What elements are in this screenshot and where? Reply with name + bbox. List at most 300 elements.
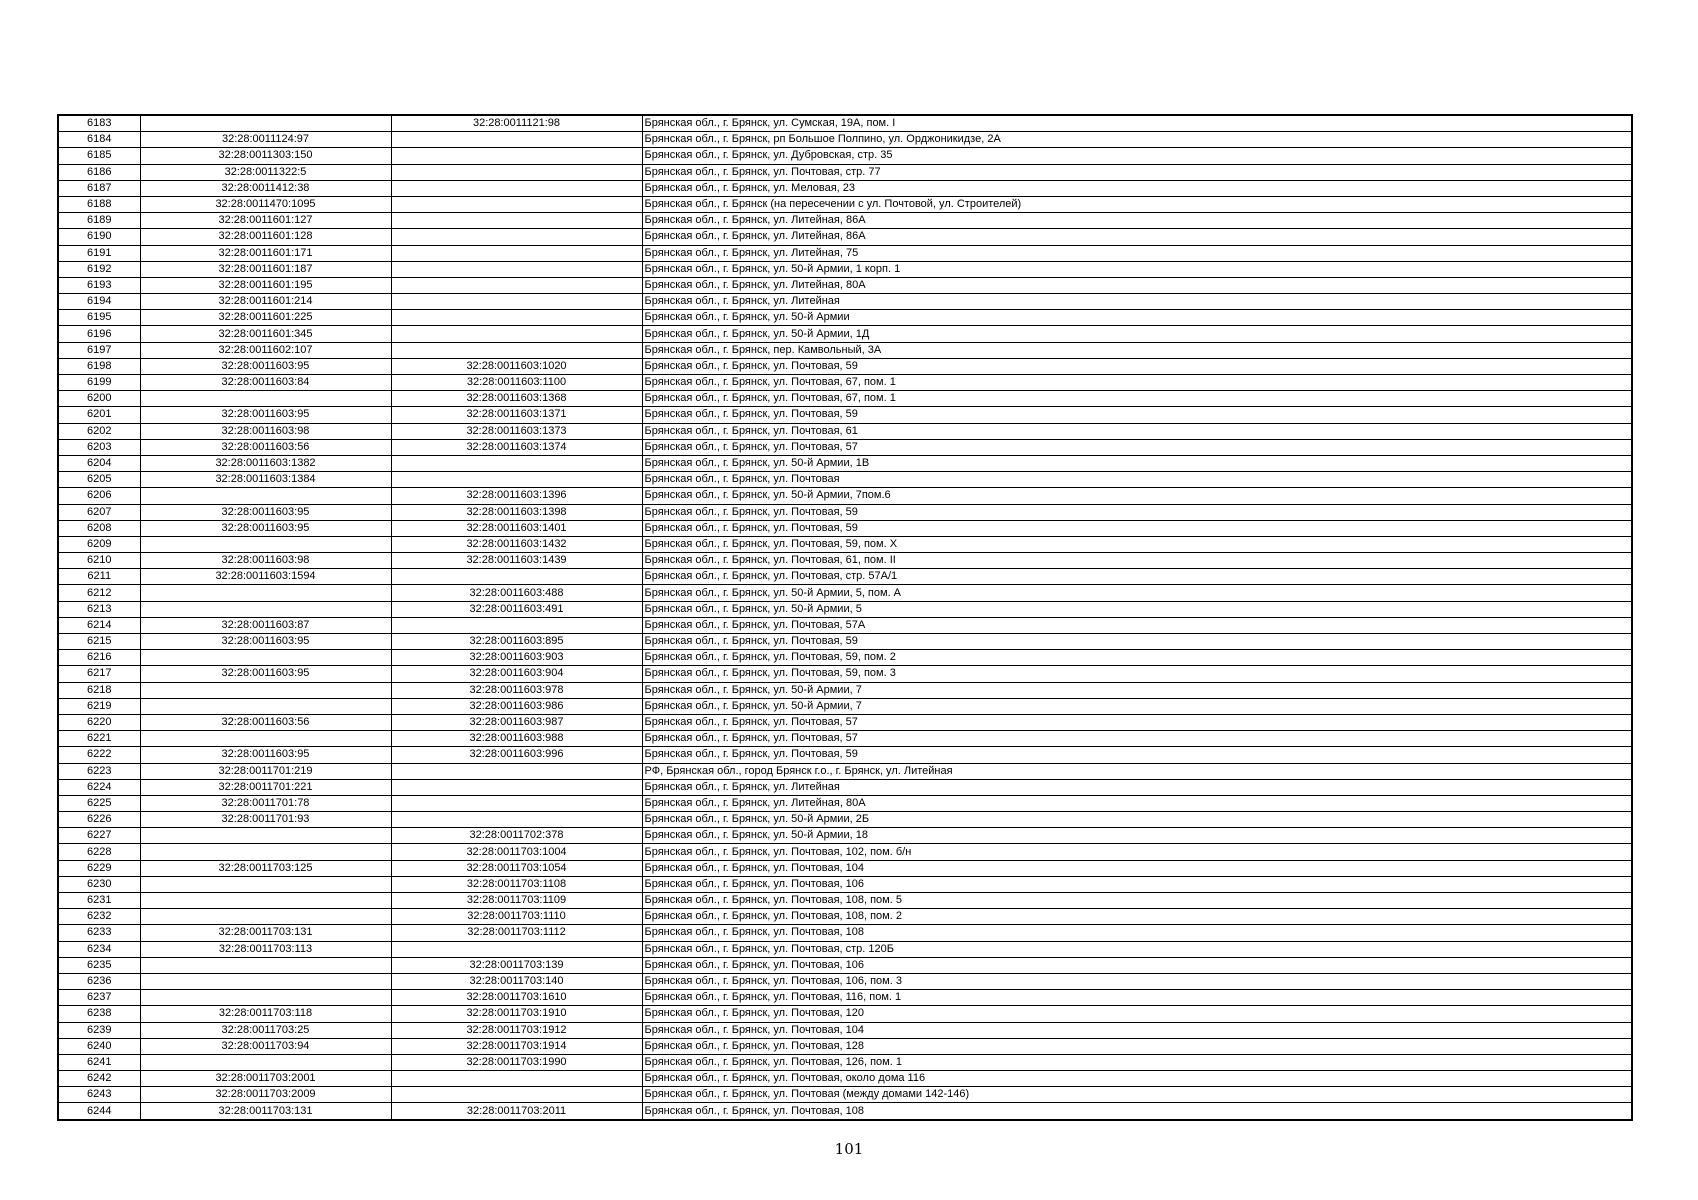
row-number-cell: 6213	[58, 601, 140, 617]
land-cadastral-number-cell	[140, 391, 391, 407]
land-cadastral-number-cell	[140, 893, 391, 909]
address-cell: Брянская обл., г. Брянск, ул. Почтовая, 120	[642, 1006, 1632, 1022]
land-cadastral-number-cell: 32:28:0011603:87	[140, 617, 391, 633]
object-cadastral-number-cell	[391, 245, 642, 261]
object-cadastral-number-cell: 32:28:0011703:1112	[391, 925, 642, 941]
address-cell: Брянская обл., г. Брянск, ул. Почтовая, 67, пом. 1	[642, 375, 1632, 391]
table-row	[58, 828, 1632, 844]
table-row	[58, 731, 1632, 747]
row-number-cell: 6187	[58, 180, 140, 196]
object-cadastral-number-cell	[391, 326, 642, 342]
address-cell: Брянская обл., г. Брянск, ул. Почтовая, 104	[642, 1022, 1632, 1038]
address-cell: Брянская обл., г. Брянск, пер. Камвольный, 3А	[642, 342, 1632, 358]
object-cadastral-number-cell: 32:28:0011121:98	[391, 115, 642, 132]
address-cell: Брянская обл., г. Брянск, ул. Почтовая, 57	[642, 714, 1632, 730]
object-cadastral-number-cell	[391, 455, 642, 471]
row-number-cell: 6239	[58, 1022, 140, 1038]
land-cadastral-number-cell	[140, 698, 391, 714]
row-number-cell: 6184	[58, 132, 140, 148]
land-cadastral-number-cell: 32:28:0011601:225	[140, 310, 391, 326]
object-cadastral-number-cell: 32:28:0011603:1401	[391, 520, 642, 536]
table-row	[58, 795, 1632, 811]
row-number-cell: 6235	[58, 957, 140, 973]
land-cadastral-number-cell	[140, 909, 391, 925]
object-cadastral-number-cell	[391, 132, 642, 148]
address-cell: Брянская обл., г. Брянск, ул. Почтовая, 108	[642, 1103, 1632, 1120]
row-number-cell: 6186	[58, 164, 140, 180]
object-cadastral-number-cell: 32:28:0011603:986	[391, 698, 642, 714]
address-cell: Брянская обл., г. Брянск, ул. Почтовая	[642, 472, 1632, 488]
land-cadastral-number-cell: 32:28:0011603:95	[140, 747, 391, 763]
row-number-cell: 6212	[58, 585, 140, 601]
address-cell: Брянская обл., г. Брянск, ул. Литейная, 80А	[642, 795, 1632, 811]
row-number-cell: 6237	[58, 990, 140, 1006]
object-cadastral-number-cell: 32:28:0011603:1368	[391, 391, 642, 407]
land-cadastral-number-cell: 32:28:0011603:98	[140, 423, 391, 439]
table-row	[58, 132, 1632, 148]
land-cadastral-number-cell	[140, 650, 391, 666]
row-number-cell: 6188	[58, 196, 140, 212]
row-number-cell: 6218	[58, 682, 140, 698]
object-cadastral-number-cell	[391, 763, 642, 779]
row-number-cell: 6244	[58, 1103, 140, 1120]
object-cadastral-number-cell	[391, 310, 642, 326]
object-cadastral-number-cell: 32:28:0011603:987	[391, 714, 642, 730]
address-cell: Брянская обл., г. Брянск, ул. Меловая, 23	[642, 180, 1632, 196]
table-row	[58, 585, 1632, 601]
land-cadastral-number-cell: 32:28:0011124:97	[140, 132, 391, 148]
table-row	[58, 666, 1632, 682]
address-cell: Брянская обл., г. Брянск, ул. 50-й Армии, 5, пом. А	[642, 585, 1632, 601]
object-cadastral-number-cell: 32:28:0011703:1004	[391, 844, 642, 860]
row-number-cell: 6185	[58, 148, 140, 164]
address-cell: Брянская обл., г. Брянск, ул. Почтовая, стр. 120Б	[642, 941, 1632, 957]
land-cadastral-number-cell: 32:28:0011603:95	[140, 407, 391, 423]
land-cadastral-number-cell: 32:28:0011412:38	[140, 180, 391, 196]
object-cadastral-number-cell: 32:28:0011702:378	[391, 828, 642, 844]
row-number-cell: 6206	[58, 488, 140, 504]
row-number-cell: 6210	[58, 553, 140, 569]
land-cadastral-number-cell: 32:28:0011703:131	[140, 1103, 391, 1120]
address-cell: Брянская обл., г. Брянск, ул. 50-й Армии, 1В	[642, 455, 1632, 471]
object-cadastral-number-cell	[391, 261, 642, 277]
row-number-cell: 6216	[58, 650, 140, 666]
address-cell: Брянская обл., г. Брянск, ул. 50-й Армии, 1Д	[642, 326, 1632, 342]
row-number-cell: 6193	[58, 277, 140, 293]
row-number-cell: 6207	[58, 504, 140, 520]
object-cadastral-number-cell: 32:28:0011703:1910	[391, 1006, 642, 1022]
land-cadastral-number-cell	[140, 115, 391, 132]
table-row	[58, 779, 1632, 795]
row-number-cell: 6223	[58, 763, 140, 779]
table-row	[58, 973, 1632, 989]
table-row	[58, 925, 1632, 941]
row-number-cell: 6226	[58, 812, 140, 828]
object-cadastral-number-cell: 32:28:0011703:1109	[391, 893, 642, 909]
object-cadastral-number-cell: 32:28:0011603:996	[391, 747, 642, 763]
row-number-cell: 6197	[58, 342, 140, 358]
table-row	[58, 358, 1632, 374]
table-row	[58, 634, 1632, 650]
table-row	[58, 844, 1632, 860]
table-row	[58, 294, 1632, 310]
address-cell: Брянская обл., г. Брянск, ул. Литейная, 80А	[642, 277, 1632, 293]
address-cell: Брянская обл., г. Брянск, ул. Почтовая, 59	[642, 358, 1632, 374]
address-cell: Брянская обл., г. Брянск, ул. Почтовая, 67, пом. 1	[642, 391, 1632, 407]
object-cadastral-number-cell	[391, 342, 642, 358]
table-row	[58, 196, 1632, 212]
object-cadastral-number-cell: 32:28:0011603:988	[391, 731, 642, 747]
address-cell: Брянская обл., г. Брянск, ул. Почтовая, 57	[642, 731, 1632, 747]
object-cadastral-number-cell: 32:28:0011703:140	[391, 973, 642, 989]
table-row	[58, 682, 1632, 698]
table-row	[58, 148, 1632, 164]
row-number-cell: 6211	[58, 569, 140, 585]
address-cell: Брянская обл., г. Брянск, ул. Почтовая, 126, пом. 1	[642, 1054, 1632, 1070]
land-cadastral-number-cell: 32:28:0011602:107	[140, 342, 391, 358]
land-cadastral-number-cell: 32:28:0011603:84	[140, 375, 391, 391]
table-row	[58, 1087, 1632, 1103]
land-cadastral-number-cell	[140, 957, 391, 973]
table-row	[58, 115, 1632, 132]
row-number-cell: 6228	[58, 844, 140, 860]
address-cell: Брянская обл., г. Брянск, ул. Почтовая, 116, пом. 1	[642, 990, 1632, 1006]
table-row	[58, 1006, 1632, 1022]
row-number-cell: 6242	[58, 1071, 140, 1087]
address-cell: Брянская обл., г. Брянск, рп Большое Полпино, ул. Орджоникидзе, 2А	[642, 132, 1632, 148]
table-row	[58, 569, 1632, 585]
land-cadastral-number-cell: 32:28:0011701:93	[140, 812, 391, 828]
address-cell: Брянская обл., г. Брянск, ул. Литейная	[642, 294, 1632, 310]
address-cell: Брянская обл., г. Брянск, ул. Почтовая, 59	[642, 747, 1632, 763]
address-cell: Брянская обл., г. Брянск, ул. Почтовая, 57А	[642, 617, 1632, 633]
land-cadastral-number-cell: 32:28:0011703:2001	[140, 1071, 391, 1087]
object-cadastral-number-cell	[391, 812, 642, 828]
land-cadastral-number-cell	[140, 828, 391, 844]
object-cadastral-number-cell: 32:28:0011603:1396	[391, 488, 642, 504]
table-row	[58, 714, 1632, 730]
table-row	[58, 536, 1632, 552]
row-number-cell: 6214	[58, 617, 140, 633]
table-row	[58, 455, 1632, 471]
row-number-cell: 6234	[58, 941, 140, 957]
land-cadastral-number-cell: 32:28:0011322:5	[140, 164, 391, 180]
land-cadastral-number-cell	[140, 990, 391, 1006]
land-cadastral-number-cell	[140, 973, 391, 989]
address-cell: Брянская обл., г. Брянск, ул. Почтовая, 59, пом. X	[642, 536, 1632, 552]
row-number-cell: 6227	[58, 828, 140, 844]
object-cadastral-number-cell: 32:28:0011703:139	[391, 957, 642, 973]
object-cadastral-number-cell	[391, 180, 642, 196]
address-cell: Брянская обл., г. Брянск, ул. Почтовая, 106	[642, 957, 1632, 973]
row-number-cell: 6215	[58, 634, 140, 650]
land-cadastral-number-cell: 32:28:0011601:187	[140, 261, 391, 277]
table-row	[58, 1054, 1632, 1070]
address-cell: Брянская обл., г. Брянск, ул. Почтовая, 108, пом. 5	[642, 893, 1632, 909]
address-cell: Брянская обл., г. Брянск (на пересечении с ул. Почтовой, ул. Строителей)	[642, 196, 1632, 212]
land-cadastral-number-cell: 32:28:0011703:131	[140, 925, 391, 941]
address-cell: Брянская обл., г. Брянск, ул. Почтовая, 59, пом. 3	[642, 666, 1632, 682]
land-cadastral-number-cell	[140, 876, 391, 892]
table-row	[58, 245, 1632, 261]
table-row	[58, 407, 1632, 423]
object-cadastral-number-cell	[391, 795, 642, 811]
address-cell: Брянская обл., г. Брянск, ул. Почтовая, 128	[642, 1038, 1632, 1054]
row-number-cell: 6240	[58, 1038, 140, 1054]
address-cell: Брянская обл., г. Брянск, ул. Почтовая, около дома 116	[642, 1071, 1632, 1087]
row-number-cell: 6192	[58, 261, 140, 277]
row-number-cell: 6222	[58, 747, 140, 763]
table-row	[58, 391, 1632, 407]
address-cell: Брянская обл., г. Брянск, ул. 50-й Армии, 7	[642, 682, 1632, 698]
address-cell: Брянская обл., г. Брянск, ул. 50-й Армии, 1 корп. 1	[642, 261, 1632, 277]
table-row	[58, 876, 1632, 892]
object-cadastral-number-cell	[391, 1071, 642, 1087]
object-cadastral-number-cell: 32:28:0011603:895	[391, 634, 642, 650]
land-cadastral-number-cell: 32:28:0011601:127	[140, 213, 391, 229]
land-cadastral-number-cell	[140, 844, 391, 860]
address-cell: Брянская обл., г. Брянск, ул. 50-й Армии, 2Б	[642, 812, 1632, 828]
row-number-cell: 6191	[58, 245, 140, 261]
registry-table-body	[58, 115, 1632, 1120]
row-number-cell: 6225	[58, 795, 140, 811]
table-row	[58, 164, 1632, 180]
row-number-cell: 6217	[58, 666, 140, 682]
row-number-cell: 6205	[58, 472, 140, 488]
table-row	[58, 310, 1632, 326]
table-row	[58, 698, 1632, 714]
address-cell: Брянская обл., г. Брянск, ул. 50-й Армии	[642, 310, 1632, 326]
table-row	[58, 180, 1632, 196]
row-number-cell: 6202	[58, 423, 140, 439]
object-cadastral-number-cell	[391, 617, 642, 633]
land-cadastral-number-cell	[140, 682, 391, 698]
address-cell: Брянская обл., г. Брянск, ул. Литейная, 86А	[642, 213, 1632, 229]
table-row	[58, 909, 1632, 925]
row-number-cell: 6195	[58, 310, 140, 326]
land-cadastral-number-cell: 32:28:0011703:2009	[140, 1087, 391, 1103]
object-cadastral-number-cell: 32:28:0011603:1432	[391, 536, 642, 552]
page-number: 101	[834, 1140, 864, 1158]
object-cadastral-number-cell	[391, 213, 642, 229]
table-row	[58, 472, 1632, 488]
object-cadastral-number-cell	[391, 196, 642, 212]
row-number-cell: 6196	[58, 326, 140, 342]
address-cell: РФ, Брянская обл., город Брянск г.о., г. Брянск, ул. Литейная	[642, 763, 1632, 779]
address-cell: Брянская обл., г. Брянск, ул. Почтовая, 61	[642, 423, 1632, 439]
table-row	[58, 553, 1632, 569]
object-cadastral-number-cell: 32:28:0011603:1100	[391, 375, 642, 391]
address-cell: Брянская обл., г. Брянск, ул. Почтовая, 57	[642, 439, 1632, 455]
table-row	[58, 488, 1632, 504]
object-cadastral-number-cell: 32:28:0011703:1990	[391, 1054, 642, 1070]
address-cell: Брянская обл., г. Брянск, ул. Сумская, 19А, пом. I	[642, 115, 1632, 132]
table-row	[58, 812, 1632, 828]
land-cadastral-number-cell: 32:28:0011603:1594	[140, 569, 391, 585]
table-row	[58, 941, 1632, 957]
land-cadastral-number-cell: 32:28:0011601:214	[140, 294, 391, 310]
land-cadastral-number-cell: 32:28:0011701:78	[140, 795, 391, 811]
land-cadastral-number-cell: 32:28:0011603:95	[140, 520, 391, 536]
object-cadastral-number-cell	[391, 277, 642, 293]
object-cadastral-number-cell: 32:28:0011603:488	[391, 585, 642, 601]
object-cadastral-number-cell	[391, 472, 642, 488]
object-cadastral-number-cell	[391, 164, 642, 180]
row-number-cell: 6198	[58, 358, 140, 374]
land-cadastral-number-cell: 32:28:0011601:345	[140, 326, 391, 342]
table-row	[58, 326, 1632, 342]
row-number-cell: 6236	[58, 973, 140, 989]
address-cell: Брянская обл., г. Брянск, ул. Почтовая, 106	[642, 876, 1632, 892]
land-cadastral-number-cell	[140, 1054, 391, 1070]
row-number-cell: 6199	[58, 375, 140, 391]
land-cadastral-number-cell: 32:28:0011703:118	[140, 1006, 391, 1022]
table-row	[58, 617, 1632, 633]
table-row	[58, 747, 1632, 763]
table-row	[58, 1103, 1632, 1120]
table-row	[58, 342, 1632, 358]
object-cadastral-number-cell	[391, 569, 642, 585]
table-row	[58, 229, 1632, 245]
address-cell: Брянская обл., г. Брянск, ул. Почтовая, 59	[642, 504, 1632, 520]
table-row	[58, 1071, 1632, 1087]
object-cadastral-number-cell: 32:28:0011603:903	[391, 650, 642, 666]
table-row	[58, 261, 1632, 277]
row-number-cell: 6220	[58, 714, 140, 730]
row-number-cell: 6233	[58, 925, 140, 941]
table-row	[58, 1038, 1632, 1054]
object-cadastral-number-cell: 32:28:0011603:1439	[391, 553, 642, 569]
object-cadastral-number-cell: 32:28:0011603:1398	[391, 504, 642, 520]
row-number-cell: 6201	[58, 407, 140, 423]
row-number-cell: 6219	[58, 698, 140, 714]
table-row	[58, 520, 1632, 536]
land-cadastral-number-cell: 32:28:0011603:1382	[140, 455, 391, 471]
registry-table	[57, 114, 1633, 1121]
land-cadastral-number-cell: 32:28:0011603:95	[140, 358, 391, 374]
land-cadastral-number-cell	[140, 536, 391, 552]
land-cadastral-number-cell: 32:28:0011601:195	[140, 277, 391, 293]
row-number-cell: 6203	[58, 439, 140, 455]
address-cell: Брянская обл., г. Брянск, ул. Почтовая, 59	[642, 407, 1632, 423]
row-number-cell: 6190	[58, 229, 140, 245]
table-row	[58, 504, 1632, 520]
row-number-cell: 6208	[58, 520, 140, 536]
object-cadastral-number-cell: 32:28:0011603:1371	[391, 407, 642, 423]
land-cadastral-number-cell: 32:28:0011703:125	[140, 860, 391, 876]
object-cadastral-number-cell: 32:28:0011703:1914	[391, 1038, 642, 1054]
address-cell: Брянская обл., г. Брянск, ул. Почтовая, 61, пом. II	[642, 553, 1632, 569]
address-cell: Брянская обл., г. Брянск, ул. Почтовая (между домами 142-146)	[642, 1087, 1632, 1103]
address-cell: Брянская обл., г. Брянск, ул. Почтовая, стр. 57А/1	[642, 569, 1632, 585]
object-cadastral-number-cell: 32:28:0011703:1110	[391, 909, 642, 925]
land-cadastral-number-cell	[140, 601, 391, 617]
land-cadastral-number-cell: 32:28:0011601:128	[140, 229, 391, 245]
table-row	[58, 277, 1632, 293]
land-cadastral-number-cell	[140, 488, 391, 504]
land-cadastral-number-cell: 32:28:0011470:1095	[140, 196, 391, 212]
row-number-cell: 6209	[58, 536, 140, 552]
object-cadastral-number-cell: 32:28:0011703:1912	[391, 1022, 642, 1038]
address-cell: Брянская обл., г. Брянск, ул. Литейная, 75	[642, 245, 1632, 261]
table-row	[58, 957, 1632, 973]
address-cell: Брянская обл., г. Брянск, ул. 50-й Армии, 7пом.6	[642, 488, 1632, 504]
row-number-cell: 6183	[58, 115, 140, 132]
land-cadastral-number-cell: 32:28:0011603:95	[140, 634, 391, 650]
row-number-cell: 6241	[58, 1054, 140, 1070]
object-cadastral-number-cell: 32:28:0011703:1610	[391, 990, 642, 1006]
land-cadastral-number-cell: 32:28:0011601:171	[140, 245, 391, 261]
land-cadastral-number-cell: 32:28:0011703:113	[140, 941, 391, 957]
address-cell: Брянская обл., г. Брянск, ул. Почтовая, 106, пом. 3	[642, 973, 1632, 989]
address-cell: Брянская обл., г. Брянск, ул. 50-й Армии, 18	[642, 828, 1632, 844]
land-cadastral-number-cell: 32:28:0011603:56	[140, 439, 391, 455]
row-number-cell: 6224	[58, 779, 140, 795]
address-cell: Брянская обл., г. Брянск, ул. Почтовая, 104	[642, 860, 1632, 876]
object-cadastral-number-cell: 32:28:0011703:1054	[391, 860, 642, 876]
land-cadastral-number-cell	[140, 731, 391, 747]
object-cadastral-number-cell	[391, 148, 642, 164]
object-cadastral-number-cell: 32:28:0011603:491	[391, 601, 642, 617]
object-cadastral-number-cell	[391, 294, 642, 310]
address-cell: Брянская обл., г. Брянск, ул. Почтовая, 102, пом. б/н	[642, 844, 1632, 860]
address-cell: Брянская обл., г. Брянск, ул. 50-й Армии, 5	[642, 601, 1632, 617]
land-cadastral-number-cell	[140, 585, 391, 601]
row-number-cell: 6238	[58, 1006, 140, 1022]
table-row	[58, 1022, 1632, 1038]
object-cadastral-number-cell: 32:28:0011603:1374	[391, 439, 642, 455]
object-cadastral-number-cell: 32:28:0011603:904	[391, 666, 642, 682]
table-row	[58, 439, 1632, 455]
row-number-cell: 6230	[58, 876, 140, 892]
table-row	[58, 375, 1632, 391]
object-cadastral-number-cell: 32:28:0011703:1108	[391, 876, 642, 892]
table-row	[58, 213, 1632, 229]
address-cell: Брянская обл., г. Брянск, ул. Почтовая, 59	[642, 634, 1632, 650]
object-cadastral-number-cell: 32:28:0011603:1020	[391, 358, 642, 374]
object-cadastral-number-cell: 32:28:0011603:1373	[391, 423, 642, 439]
object-cadastral-number-cell	[391, 229, 642, 245]
row-number-cell: 6243	[58, 1087, 140, 1103]
row-number-cell: 6232	[58, 909, 140, 925]
object-cadastral-number-cell: 32:28:0011603:978	[391, 682, 642, 698]
row-number-cell: 6221	[58, 731, 140, 747]
land-cadastral-number-cell: 32:28:0011703:94	[140, 1038, 391, 1054]
table-row	[58, 650, 1632, 666]
address-cell: Брянская обл., г. Брянск, ул. Почтовая, 59	[642, 520, 1632, 536]
address-cell: Брянская обл., г. Брянск, ул. 50-й Армии, 7	[642, 698, 1632, 714]
object-cadastral-number-cell	[391, 1087, 642, 1103]
address-cell: Брянская обл., г. Брянск, ул. Дубровская, стр. 35	[642, 148, 1632, 164]
row-number-cell: 6200	[58, 391, 140, 407]
land-cadastral-number-cell: 32:28:0011701:219	[140, 763, 391, 779]
land-cadastral-number-cell: 32:28:0011603:95	[140, 504, 391, 520]
address-cell: Брянская обл., г. Брянск, ул. Почтовая, 59, пом. 2	[642, 650, 1632, 666]
table-row	[58, 990, 1632, 1006]
table-row	[58, 601, 1632, 617]
address-cell: Брянская обл., г. Брянск, ул. Литейная, 86А	[642, 229, 1632, 245]
table-row	[58, 423, 1632, 439]
object-cadastral-number-cell	[391, 779, 642, 795]
land-cadastral-number-cell: 32:28:0011603:1384	[140, 472, 391, 488]
address-cell: Брянская обл., г. Брянск, ул. Литейная	[642, 779, 1632, 795]
land-cadastral-number-cell: 32:28:0011703:25	[140, 1022, 391, 1038]
row-number-cell: 6231	[58, 893, 140, 909]
object-cadastral-number-cell	[391, 941, 642, 957]
land-cadastral-number-cell: 32:28:0011303:150	[140, 148, 391, 164]
land-cadastral-number-cell: 32:28:0011701:221	[140, 779, 391, 795]
row-number-cell: 6189	[58, 213, 140, 229]
